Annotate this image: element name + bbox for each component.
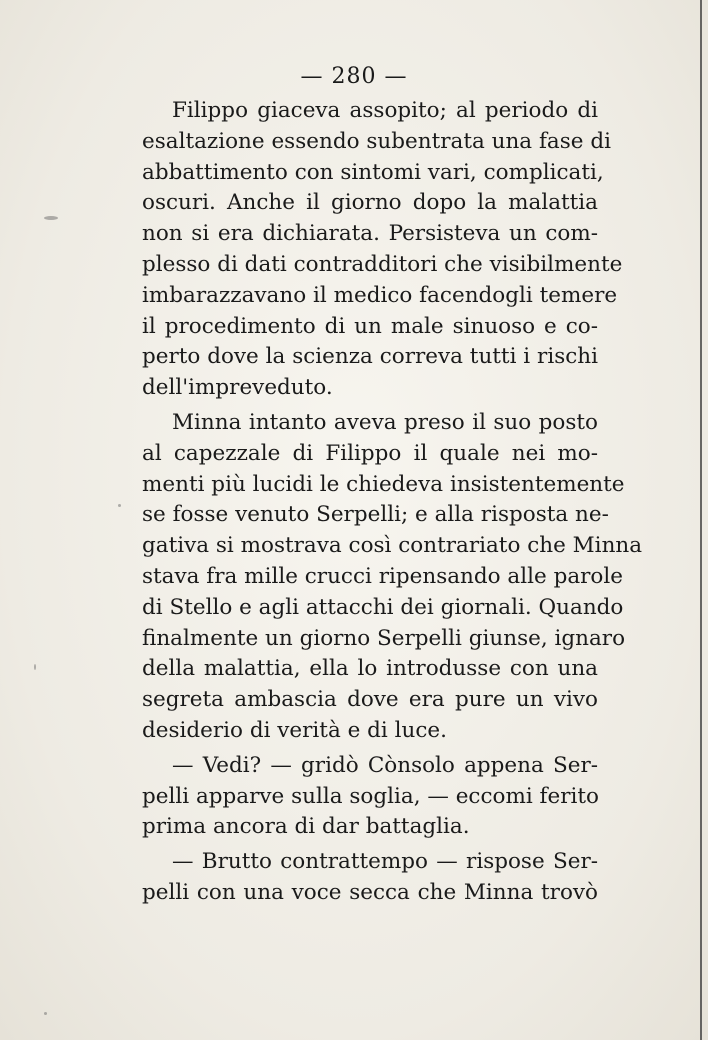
text-line: oscuri. Anche il giorno dopo la malattia (142, 190, 598, 216)
text-line: non si era dichiarata. Persisteva un com- (142, 221, 598, 247)
text-line: pelli con una voce secca che Minna trovò (142, 879, 598, 905)
text-line: — Brutto contrattempo — rispose Ser- (172, 849, 598, 875)
text-line: esaltazione essendo subentrata una fase di (142, 128, 611, 154)
text-line: dell'impreveduto. (142, 375, 333, 401)
body-text (142, 96, 643, 913)
scan-speck (34, 664, 36, 670)
text-line: stava fra mille crucci ripensando alle parole (142, 563, 623, 589)
text-line: menti più lucidi le chiedeva insistentemente (142, 471, 625, 497)
text-line: perto dove la scienza correva tutti i rischi (142, 344, 598, 370)
text-line: imbarazzavano il medico facendogli temere (142, 282, 618, 308)
text-line: di Stello e agli attacchi dei giornali. Quando (142, 594, 624, 620)
text-line: segreta ambascia dove era pure un vivo (142, 687, 598, 713)
text-line: Filippo giaceva assopito; al periodo di (172, 98, 598, 123)
text-line: pelli apparve sulla soglia, — eccomi ferito (142, 783, 599, 809)
scan-speck (44, 1012, 47, 1015)
page-number: — 280 — (300, 64, 408, 89)
paragraph-2 (142, 408, 643, 747)
text-line: abbattimento con sintomi vari, complicati, (142, 159, 604, 185)
text-line: il procedimento di un male sinuoso e co- (142, 313, 598, 339)
text-line: al capezzale di Filippo il quale nei mo- (142, 440, 598, 466)
page-edge-line (700, 0, 702, 1040)
text-line: finalmente un giorno Serpelli giunse, ignaro (142, 625, 626, 651)
paragraph-1 (142, 96, 623, 404)
paragraph-4 (142, 847, 598, 909)
text-line: della malattia, ella lo introdusse con una (142, 656, 598, 682)
scan-speck (118, 504, 121, 507)
text-line: se fosse venuto Serpelli; e alla risposta ne- (142, 502, 609, 528)
text-line: plesso di dati contradditori che visibilmente (142, 251, 623, 277)
text-line: Minna intanto aveva preso il suo posto (172, 409, 598, 435)
scan-speck (44, 216, 58, 220)
text-line: prima ancora di dar battaglia. (142, 814, 470, 840)
paragraph-3 (142, 751, 598, 843)
text-line: desiderio di verità e di luce. (142, 717, 447, 743)
text-line: — Vedi? — gridò Cònsolo appena Ser- (172, 752, 598, 778)
text-line: gativa si mostrava così contrariato che Minna (142, 533, 643, 559)
